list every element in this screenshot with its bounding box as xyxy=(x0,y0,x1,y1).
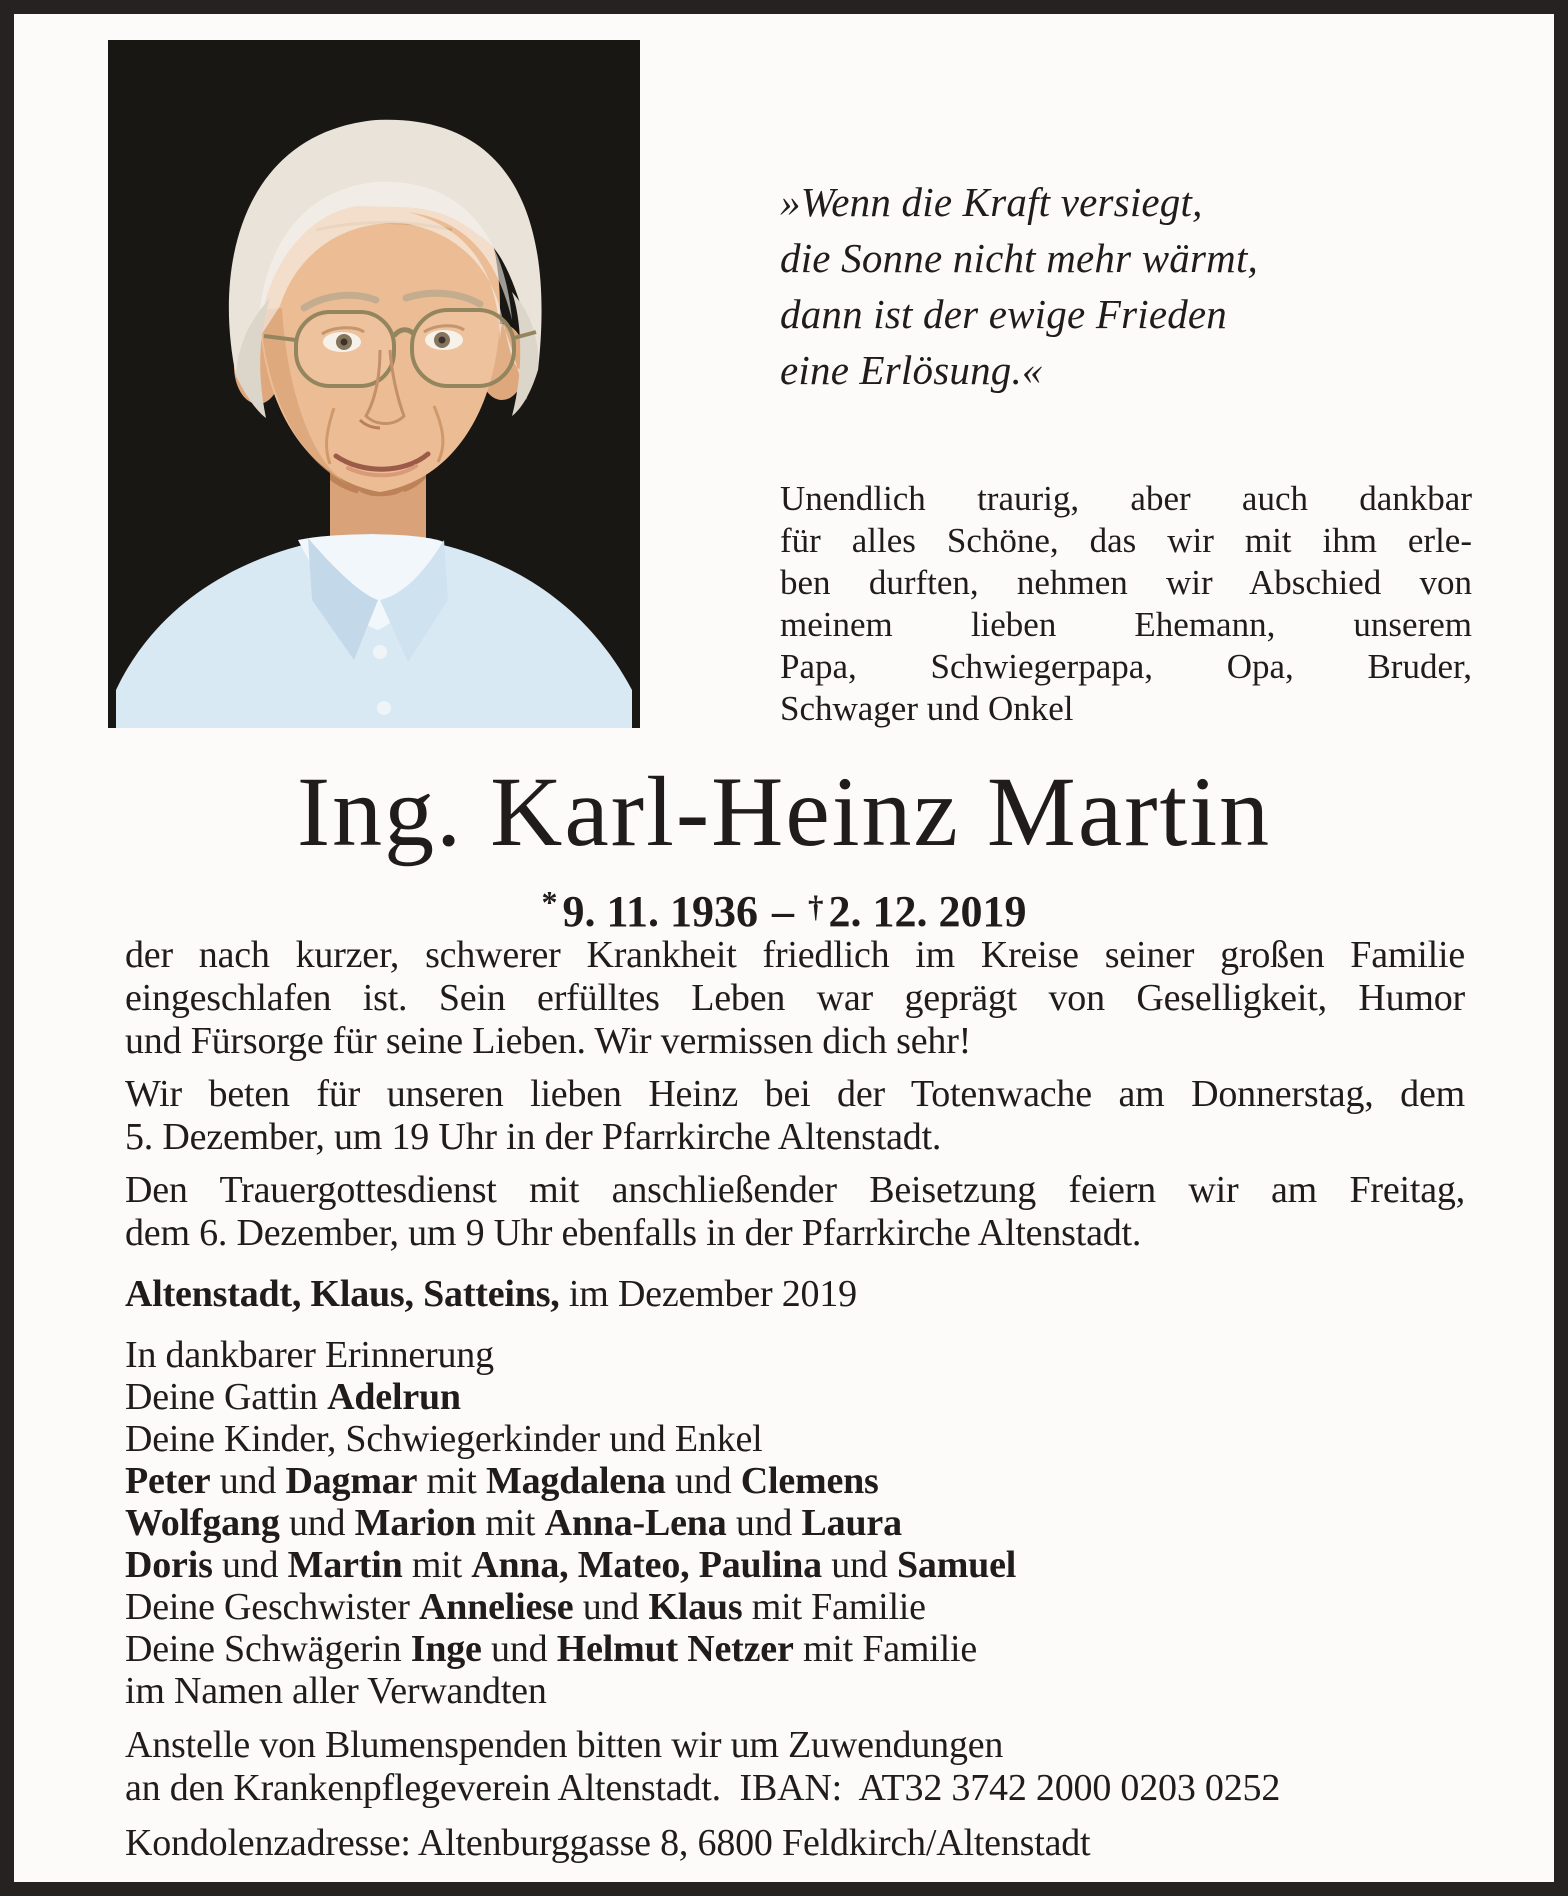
family-member-name: Adelrun xyxy=(327,1376,461,1418)
remembrance-line xyxy=(125,1460,1465,1502)
intro-line: Schwager und Onkel xyxy=(780,689,1074,728)
remembrance-text: und xyxy=(212,1544,288,1586)
family-member-name: Marion xyxy=(354,1502,476,1544)
condolence-address: Kondolenzadresse: Altenburggasse 8, 6800 Feldkirch/Altenstadt xyxy=(125,1822,1091,1864)
remembrance-text: und xyxy=(279,1502,355,1544)
obituary-paragraph-2 xyxy=(125,1073,1465,1159)
donation-line: Anstelle von Blumenspenden bitten wir um Zuwendungen xyxy=(125,1724,1004,1766)
remembrance-text: und xyxy=(573,1586,649,1628)
family-member-name: Anneliese xyxy=(418,1586,574,1628)
death-cross-symbol: † xyxy=(808,889,824,924)
memorial-quote xyxy=(780,174,1258,398)
death-date: 2. 12. 2019 xyxy=(828,887,1027,936)
remembrance-text: mit Familie xyxy=(793,1628,978,1670)
family-member-name: Martin xyxy=(287,1544,403,1586)
remembrance-line xyxy=(125,1502,1465,1544)
remembrance-text: mit xyxy=(417,1460,486,1502)
remembrance-text: und xyxy=(210,1460,286,1502)
remembrance-text: mit Familie xyxy=(742,1586,926,1628)
dates-separator: – xyxy=(772,887,795,936)
dateline xyxy=(125,1273,1465,1316)
remembrance-line xyxy=(125,1670,1465,1712)
family-member-name: Inge xyxy=(410,1628,482,1670)
remembrance-line xyxy=(125,1586,1465,1628)
remembrance-text: im Namen aller Verwandten xyxy=(125,1670,547,1712)
family-member-name: Anna-Lena xyxy=(544,1502,727,1544)
life-dates xyxy=(14,880,1554,934)
paragraph-line: der nach kurzer, schwerer Krankheit friedlich im Kreise seiner großen Familie xyxy=(125,934,1465,976)
remembrance-text: Deine Kinder, Schwiegerkinder und Enkel xyxy=(125,1418,763,1460)
dateline-places: Altenstadt, Klaus, Satteins, xyxy=(125,1273,560,1315)
remembrance-text: mit xyxy=(475,1502,545,1544)
remembrance-line xyxy=(125,1376,1465,1418)
remembrance-text: Deine Schwägerin xyxy=(125,1628,411,1670)
paragraph-line: dem 6. Dezember, um 9 Uhr ebenfalls in der Pfarrkirche Altenstadt. xyxy=(125,1212,1142,1254)
family-member-name: Samuel xyxy=(896,1544,1017,1586)
paragraph-line: und Fürsorge für seine Lieben. Wir vermissen dich sehr! xyxy=(125,1020,972,1062)
portrait-photo xyxy=(108,40,640,728)
paragraph-line: Den Trauergottesdienst mit anschließender Beisetzung feiern wir am Freitag, xyxy=(125,1169,1465,1211)
quote-line: »Wenn die Kraft versiegt, xyxy=(780,179,1203,225)
family-member-name: Peter xyxy=(125,1460,211,1502)
obituary-paragraph-1 xyxy=(125,934,1465,1063)
main-text-column xyxy=(125,934,1465,1865)
family-member-name: Dagmar xyxy=(285,1460,418,1502)
remembrance-line xyxy=(125,1418,1465,1460)
remembrance-list xyxy=(125,1334,1465,1712)
paragraph-line: Wir beten für unseren lieben Heinz bei der Totenwache am Donnerstag, dem xyxy=(125,1073,1465,1115)
paragraph-line: 5. Dezember, um 19 Uhr in der Pfarrkirche Altenstadt. xyxy=(125,1116,942,1158)
remembrance-text: und xyxy=(665,1460,741,1502)
remembrance-text: und xyxy=(726,1502,802,1544)
birth-date: 9. 11. 1936 xyxy=(562,887,759,936)
obituary-paragraph-3 xyxy=(125,1169,1465,1255)
family-member-name: Klaus xyxy=(648,1586,743,1628)
quote-line: die Sonne nicht mehr wärmt, xyxy=(780,235,1258,281)
intro-line: ben durften, nehmen wir Abschied von xyxy=(780,563,1472,602)
intro-text xyxy=(780,478,1472,730)
remembrance-line xyxy=(125,1628,1465,1670)
intro-line: Papa, Schwiegerpapa, Opa, Bruder, xyxy=(780,647,1472,686)
remembrance-line xyxy=(125,1544,1465,1586)
birth-star-symbol: * xyxy=(541,884,558,920)
family-member-name: Wolfgang xyxy=(125,1502,280,1544)
family-member-name: Magdalena xyxy=(485,1460,666,1502)
dateline-date: im Dezember 2019 xyxy=(559,1273,857,1315)
remembrance-text: Deine Gattin xyxy=(125,1376,328,1418)
remembrance-text: Deine Geschwister xyxy=(125,1586,419,1628)
intro-line: Unendlich traurig, aber auch dankbar xyxy=(780,479,1472,518)
family-member-name: Anna, Mateo, Paulina xyxy=(471,1544,822,1586)
remembrance-text: In dankbarer Erinnerung xyxy=(125,1334,494,1376)
paragraph-line: eingeschlafen ist. Sein erfülltes Leben war geprägt von Geselligkeit, Humor xyxy=(125,977,1465,1019)
family-member-name: Laura xyxy=(801,1502,902,1544)
remembrance-text: mit xyxy=(402,1544,472,1586)
family-member-name: Helmut Netzer xyxy=(556,1628,794,1670)
portrait-photo-image xyxy=(108,40,640,728)
remembrance-line xyxy=(125,1334,1465,1376)
deceased-name: Ing. Karl-Heinz Martin xyxy=(296,756,1272,867)
family-member-name: Doris xyxy=(125,1544,213,1586)
donation-note xyxy=(125,1724,1465,1810)
remembrance-text: und xyxy=(821,1544,897,1586)
remembrance-text: und xyxy=(481,1628,557,1670)
quote-line: dann ist der ewige Frieden xyxy=(780,291,1228,337)
family-member-name: Clemens xyxy=(740,1460,879,1502)
quote-line: eine Erlösung.« xyxy=(780,347,1043,393)
intro-line: meinem lieben Ehemann, unserem xyxy=(780,605,1472,644)
donation-line: an den Krankenpflegeverein Altenstadt. IBAN: AT32 3742 2000 0203 0252 xyxy=(125,1767,1281,1809)
intro-line: für alles Schöne, das wir mit ihm erle- xyxy=(780,521,1472,560)
